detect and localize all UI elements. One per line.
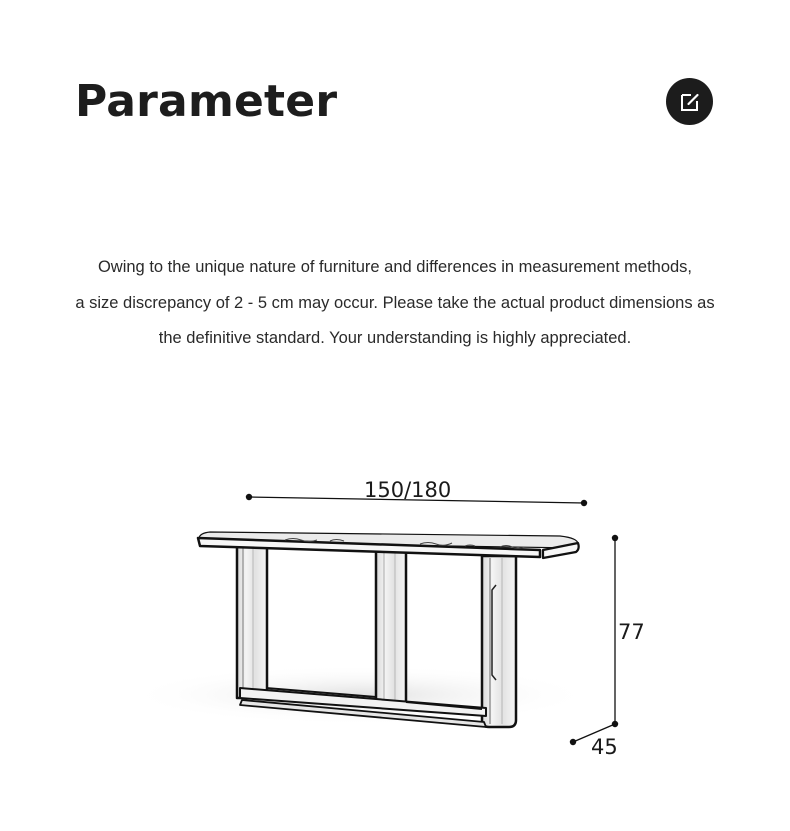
- edit-button[interactable]: [666, 78, 713, 125]
- depth-label: 45: [591, 735, 618, 759]
- disclaimer-line-1: Owing to the unique nature of furniture and differences in measurement methods,: [97, 258, 693, 276]
- page-title: Parameter: [75, 76, 338, 127]
- height-label: 77: [618, 620, 645, 644]
- edit-icon: [679, 91, 701, 113]
- disclaimer-line-3: the definitive standard. Your understanding is highly appreciated.: [158, 329, 632, 347]
- size-disclaimer: [0, 250, 790, 357]
- product-dimension-drawing: [0, 460, 790, 790]
- disclaimer-line-2: a size discrepancy of 2 - 5 cm may occur. Please take the actual product dimensions as: [75, 293, 715, 312]
- width-label: 150/180: [364, 478, 452, 502]
